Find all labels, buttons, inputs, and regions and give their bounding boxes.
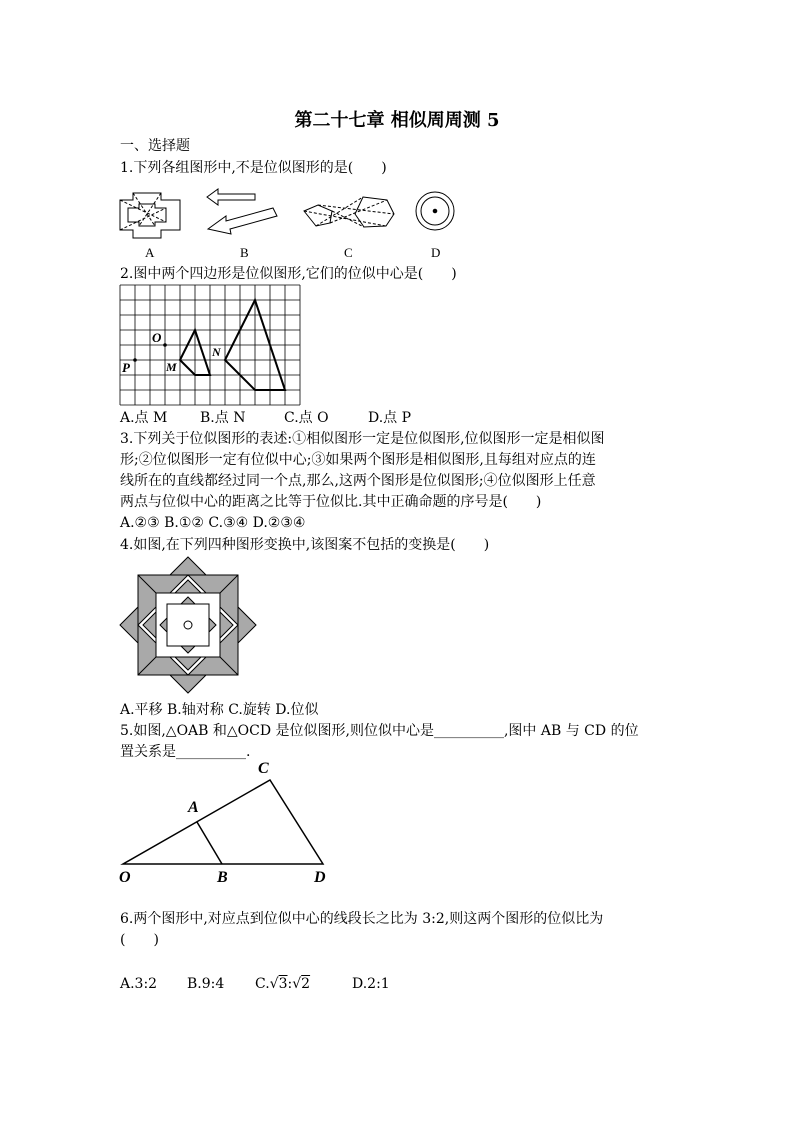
q2-option-a: A.点 M xyxy=(120,410,168,426)
q5-label-o: O xyxy=(119,869,131,886)
q6-option-c-sep: : xyxy=(287,976,293,992)
q6-option-c-prefix: C. xyxy=(255,976,270,992)
question-3-line-2: 形;②位似图形一定有位似中心;③如果两个图形是相似图形,且每组对应点的连 xyxy=(120,452,596,468)
q6-option-c-radicand-2: 2 xyxy=(301,976,311,992)
q6-option-a: A.3:2 xyxy=(120,976,158,992)
q6-option-b: B.9:4 xyxy=(187,976,225,992)
question-6-line-1: 6.两个图形中,对应点到位似中心的线段长之比为 3:2,则这两个图形的位似比为 xyxy=(120,911,604,927)
q6-option-d: D.2:1 xyxy=(352,976,390,992)
q2-option-d: D.点 P xyxy=(368,410,412,426)
question-3-line-1: 3.下列关于位似图形的表述:①相似图形一定是位似图形,位似图形一定是相似图 xyxy=(120,431,605,447)
question-1-text: 1.下列各组图形中,不是位似图形的是( ) xyxy=(120,160,387,176)
question-6-line-2: ( ) xyxy=(120,932,159,948)
q6-option-c xyxy=(255,974,310,995)
q5-label-d: D xyxy=(314,869,326,886)
q1-label-c: C xyxy=(344,245,353,260)
q2-label-o: O xyxy=(152,330,162,345)
question-5-line-2: 置关系是__________. xyxy=(120,744,251,760)
q5-label-c: C xyxy=(258,760,269,777)
question-2-text: 2.图中两个四边形是位似图形,它们的位似中心是( ) xyxy=(120,266,457,282)
q2-label-m: M xyxy=(166,360,177,374)
q1-label-b: B xyxy=(240,245,249,260)
question-4-text: 4.如图,在下列四种图形变换中,该图案不包括的变换是( ) xyxy=(120,537,490,553)
sqrt-sign-icon: √ xyxy=(292,976,302,992)
q2-label-p: P xyxy=(122,360,130,375)
question-4-options: A.平移 B.轴对称 C.旋转 D.位似 xyxy=(120,702,319,718)
sqrt-sign-icon: √ xyxy=(269,976,279,992)
question-5-line-1: 5.如图,△OAB 和△OCD 是位似图形,则位似中心是__________,图中 AB 与 CD 的位 xyxy=(120,723,639,739)
page-title: 第二十七章 相似周周测 5 xyxy=(294,110,500,131)
q5-label-b: B xyxy=(217,869,228,886)
q1-label-a: A xyxy=(145,245,155,260)
q5-label-a: A xyxy=(188,799,199,816)
q2-label-n: N xyxy=(212,345,221,359)
section-heading: 一、选择题 xyxy=(120,138,190,154)
q6-option-c-radicand-1: 3 xyxy=(278,976,288,992)
question-3-line-3: 线所在的直线都经过同一个点,那么,这两个图形是位似图形;④位似图形上任意 xyxy=(120,473,596,489)
q1-label-d: D xyxy=(431,245,441,260)
q2-option-b: B.点 N xyxy=(200,410,246,426)
question-3-options: A.②③ B.①② C.③④ D.②③④ xyxy=(120,515,306,531)
question-3-line-4: 两点与位似中心的距离之比等于位似比.其中正确命题的序号是( ) xyxy=(120,494,542,510)
q2-option-c: C.点 O xyxy=(284,410,329,426)
